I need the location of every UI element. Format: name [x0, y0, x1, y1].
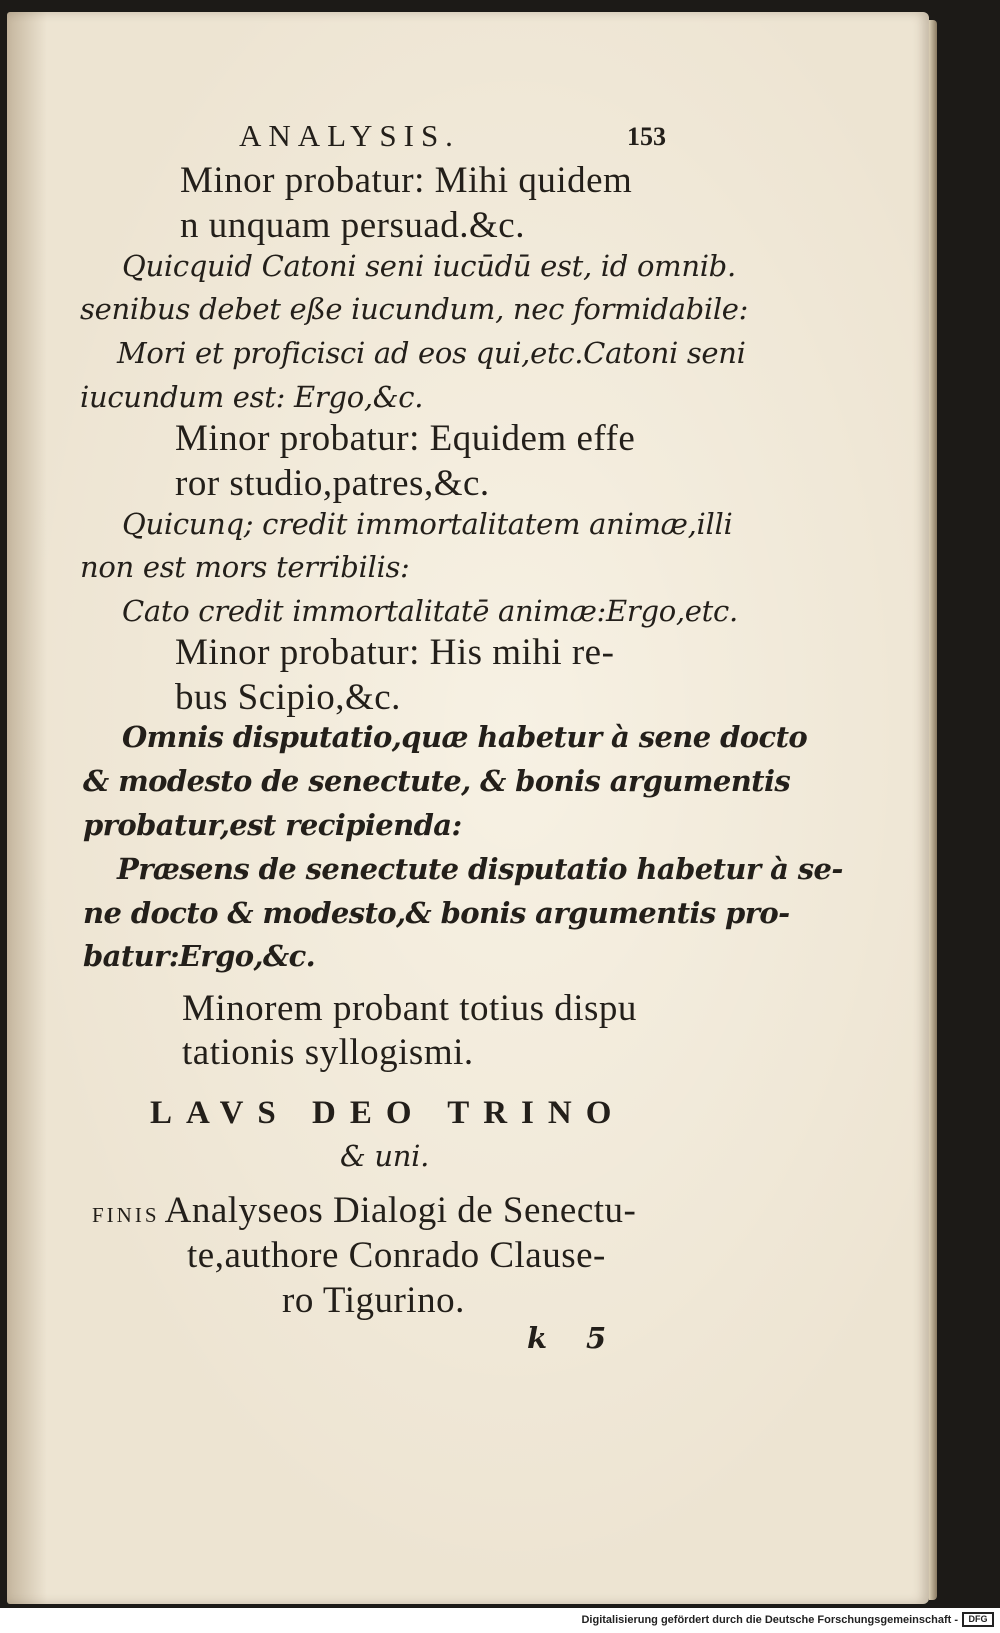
text-line: Minor probatur: His mihi re- — [175, 632, 615, 673]
text-line: batur:Ergo,&c. — [83, 939, 316, 973]
footer-bar — [0, 1608, 1000, 1633]
laus-deo-line-2: & uni. — [340, 1139, 430, 1173]
laus-deo-line: LAVS DEO TRINO — [150, 1095, 626, 1131]
page-edge — [929, 20, 937, 1600]
text-line: iucundum est: Ergo,&c. — [80, 380, 424, 414]
text-line: non est mors terribilis: — [80, 550, 410, 584]
text-line: tationis syllogismi. — [182, 1032, 474, 1073]
signature-mark: k 5 — [527, 1321, 606, 1355]
page-number: 153 — [627, 122, 666, 151]
text-line: n unquam persuad.&c. — [180, 205, 525, 246]
text-line: ror studio,patres,&c. — [175, 463, 490, 504]
finis-word: FINIS — [92, 1203, 160, 1227]
finis-text: Analyseos Dialogi de Senectu- — [164, 1190, 637, 1231]
finis-line-1 — [92, 1192, 636, 1229]
text-line: Mori et proficisci ad eos qui,etc.Catoni seni — [117, 336, 746, 370]
text-line: Cato credit immortalitatē animæ:Ergo,etc. — [122, 594, 738, 628]
text-line: senibus debet eße iucundum, nec formidabile: — [80, 292, 749, 326]
text-line: & modesto de senectute, & bonis argumentis — [83, 764, 791, 798]
running-head: ANALYSIS. — [239, 118, 460, 153]
text-line: Præsens de senectute disputatio habetur à se- — [117, 852, 843, 886]
page-text — [7, 12, 929, 1604]
text-line: probatur,est recipienda: — [83, 808, 462, 842]
dfg-logo-icon: DFG — [962, 1612, 994, 1627]
text-line: Quicunq; credit immortalitatem animæ,illi — [122, 507, 733, 541]
text-line: Minor probatur: Equidem effe — [175, 418, 636, 459]
text-line: Omnis disputatio,quæ habetur à sene docto — [122, 720, 808, 754]
book-page — [7, 12, 929, 1604]
text-line: ne docto & modesto,& bonis argumentis pro- — [83, 896, 790, 930]
text-line: Minorem probant totius dispu — [182, 988, 637, 1029]
text-line: bus Scipio,&c. — [175, 677, 401, 718]
finis-line-3: ro Tigurino. — [282, 1280, 465, 1321]
text-line: Quicquid Catoni seni iucūdū est, id omnib. — [122, 249, 736, 283]
finis-line-2: te,authore Conrado Clause- — [187, 1235, 606, 1276]
footer-credit: Digitalisierung gefördert durch die Deutsche Forschungsgemeinschaft - — [581, 1614, 958, 1626]
text-line: Minor probatur: Mihi quidem — [180, 160, 633, 201]
